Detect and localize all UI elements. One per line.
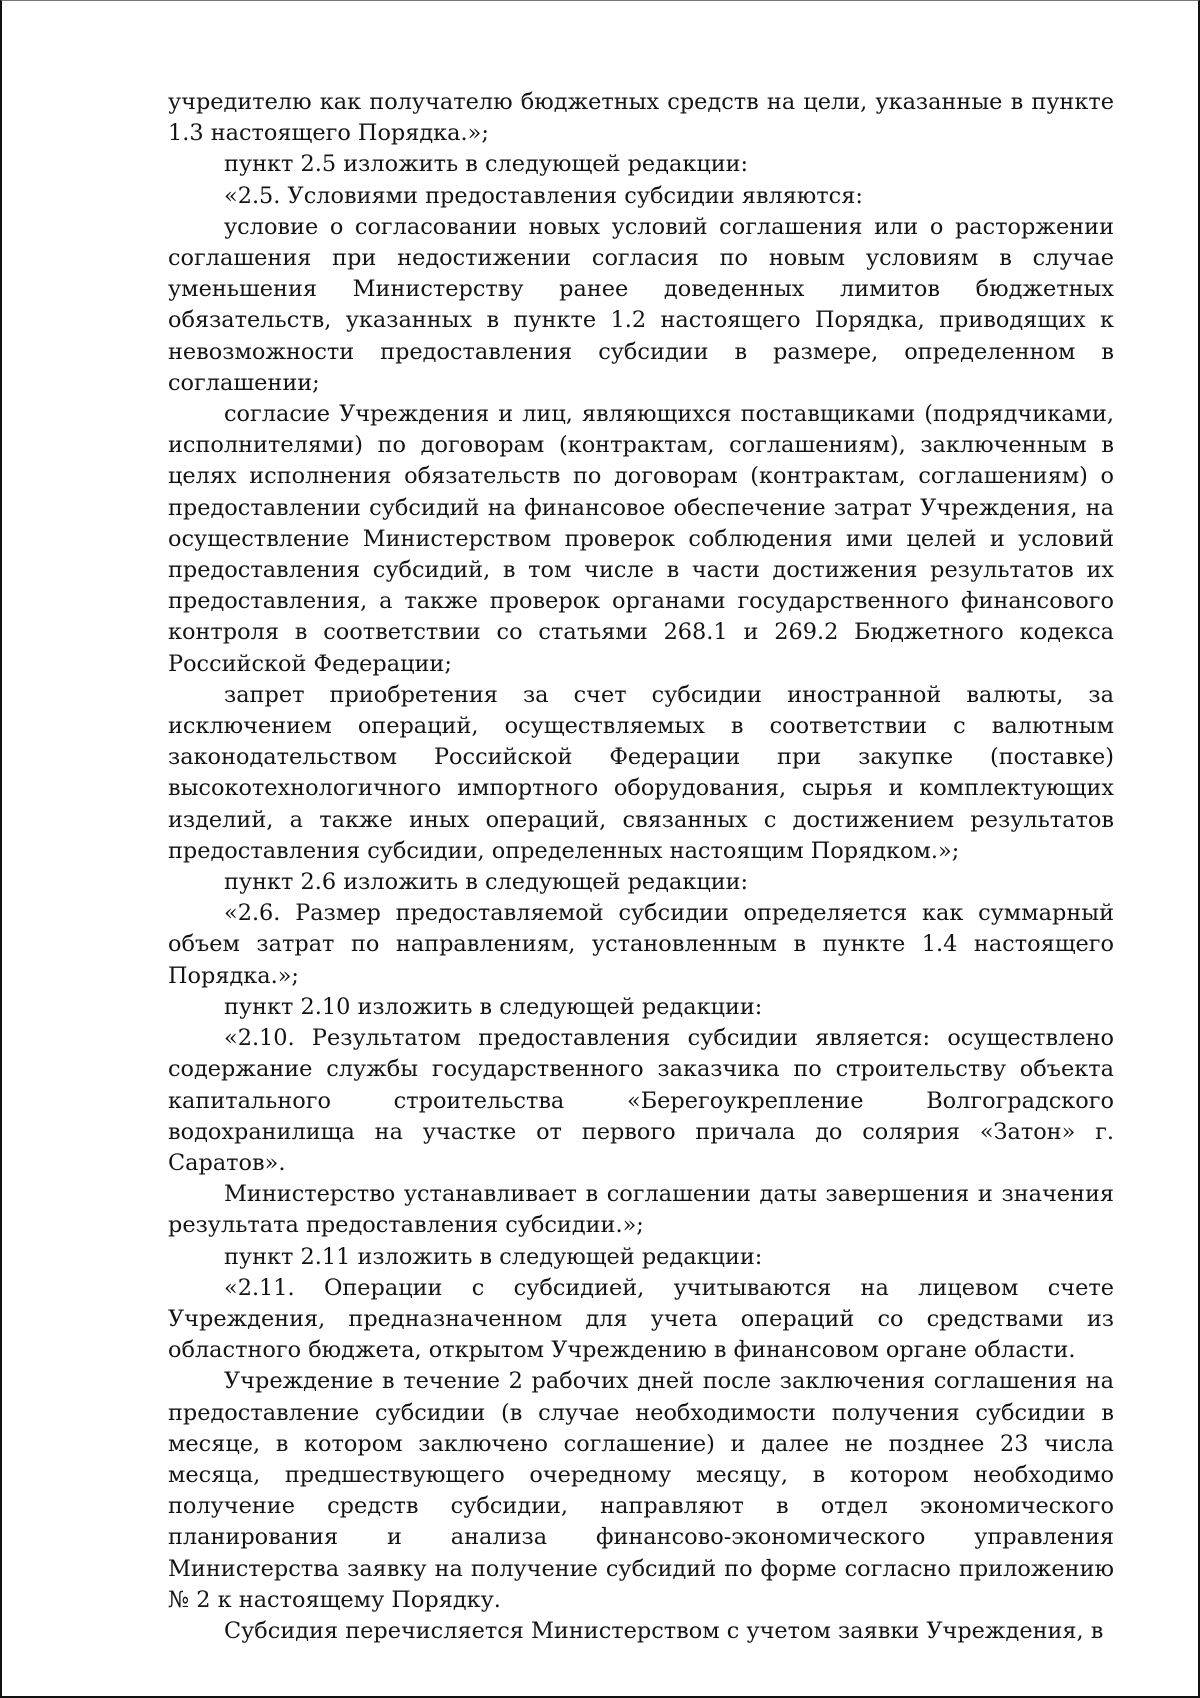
paragraph-continuation: учредителю как получателю бюджетных средств на цели, указанные в пункте 1.3 настоящего Порядка.»; [168, 89, 1114, 147]
paragraph-2-10-text: «2.10. Результатом предоставления субсидии является: осуществлено содержание службы государственного заказчика по строительству объекта капитального строительства «Берегоукрепление Волгоградского водохранилища на участке от первого причала до солярия «Затон» г. Саратов». [168, 1025, 1114, 1176]
paragraph-subsidy-transfer: Субсидия перечисляется Министерством с учетом заявки Учреждения, в [224, 1617, 1104, 1644]
paragraph-amend-2-6-intro: пункт 2.6 изложить в следующей редакции: [224, 869, 749, 896]
paragraph-amend-2-5-intro: пункт 2.5 изложить в следующей редакции: [224, 151, 749, 178]
paragraph-consent-inspections: согласие Учреждения и лиц, являющихся поставщиками (подрядчиками, исполнителями) по договорам (контрактам, соглашениям), заключенным в целях исполнения обязательств по договорам (контрактам, соглашениям) о предоставлении субсидий на финансовое обеспечение затрат Учреждения, на осуществление Министерством проверок соблюдения ими целей и условий предоставления субсидий, в том числе в части достижения результатов их предоставления, а также проверок органами государственного финансового контроля в соответствии со статьями 268.1 и 269.2 Бюджетного кодекса Российской Федерации; [168, 401, 1114, 677]
paragraph-amend-2-11-intro: пункт 2.11 изложить в следующей редакции: [224, 1243, 763, 1270]
paragraph-amend-2-10-intro: пункт 2.10 изложить в следующей редакции: [224, 993, 763, 1020]
paragraph-2-11-text: «2.11. Операции с субсидией, учитываются на лицевом счете Учреждения, предназначенном для учета операций со средствами из областного бюджета, открытом Учреждению в финансовом органе области. [168, 1274, 1114, 1364]
paragraph-2-5-heading: «2.5. Условиями предоставления субсидии являются: [224, 182, 863, 209]
paragraph-application-procedure: Учреждение в течение 2 рабочих дней после заключения соглашения на предоставление субсидии (в случае необходимости получения субсидии в месяце, в котором заключено соглашение) и далее не позднее 23 числа месяца, предшествующего очередному месяцу, в котором необходимо получение средств субсидии, направляют в отдел экономического планирования и анализа финансово-экономического управления Министерства заявку на получение субсидий по форме согласно приложению № 2 к настоящему Порядку. [168, 1368, 1114, 1613]
document-body [168, 87, 1114, 1647]
paragraph-2-6-text: «2.6. Размер предоставляемой субсидии определяется как суммарный объем затрат по направлениям, установленным в пункте 1.4 настоящего Порядка.»; [168, 900, 1114, 989]
paragraph-ministry-dates: Министерство устанавливает в соглашении даты завершения и значения результата предоставления субсидии.»; [168, 1181, 1114, 1239]
paragraph-currency-ban: запрет приобретения за счет субсидии иностранной валюты, за исключением операций, осуществляемых в соответствии с валютным законодательством Российской Федерации при закупке (поставке) высокотехнологичного импортного оборудования, сырья и комплектующих изделий, а также иных операций, связанных с достижением результатов предоставления субсидии, определенных настоящим Порядком.»; [168, 681, 1114, 864]
paragraph-condition-agreement: условие о согласовании новых условий соглашения или о расторжении соглашения при недостижении согласия по новым условиям в случае уменьшения Министерству ранее доведенных лимитов бюджетных обязательств, указанных в пункте 1.2 настоящего Порядка, приводящих к невозможности предоставления субсидии в размере, определенном в соглашении; [168, 213, 1114, 396]
